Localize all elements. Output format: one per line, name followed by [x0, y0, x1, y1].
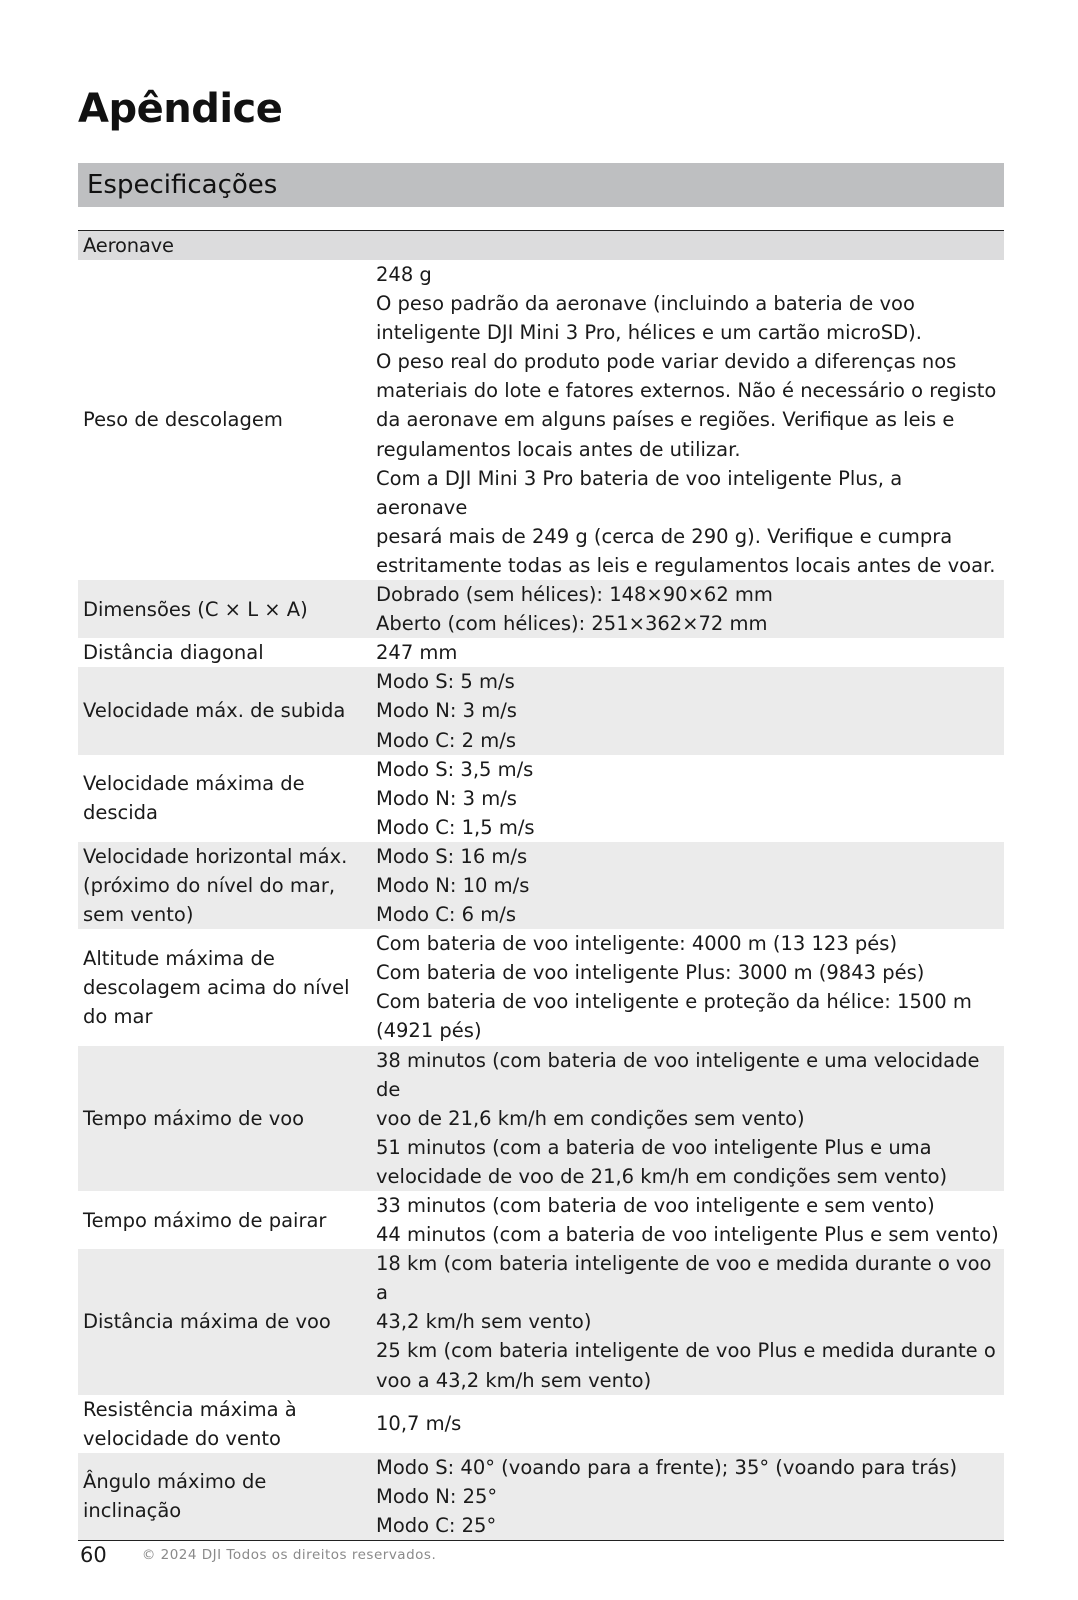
spec-value — [371, 1191, 1004, 1249]
spec-value-line: Modo C: 1,5 m/s — [376, 815, 535, 839]
spec-value-line: Aberto (com hélices): 251×362×72 mm — [376, 612, 768, 636]
spec-value-line: 248 g — [376, 263, 432, 286]
spec-value-line: Com a DJI Mini 3 Pro bateria de voo inteligente Plus, a aeronave — [376, 466, 903, 519]
section-header: Especificações — [78, 163, 1004, 207]
spec-value — [371, 1249, 1004, 1394]
spec-value — [371, 1395, 1004, 1453]
spec-row — [78, 638, 1004, 667]
page-footer — [80, 1543, 436, 1567]
spec-value-line: materiais do lote e fatores externos. Não é necessário o registo — [376, 379, 997, 403]
spec-value-line: 18 km (com bateria inteligente de voo e medida durante o voo a — [376, 1252, 992, 1305]
spec-value-line: da aeronave em alguns países e regiões. Verifique as leis e — [376, 408, 955, 432]
spec-row — [78, 755, 1004, 842]
spec-label: Tempo máximo de pairar — [83, 1208, 327, 1232]
spec-label: Dimensões (C × L × A) — [78, 580, 371, 638]
spec-value-line: Modo N: 10 m/s — [376, 873, 530, 897]
spec-row — [78, 929, 1004, 1045]
spec-row — [78, 1395, 1004, 1453]
group-label: Aeronave — [78, 231, 371, 261]
page-number: 60 — [80, 1543, 107, 1567]
spec-row — [78, 580, 1004, 638]
spec-value-line: Modo C: 2 m/s — [376, 728, 516, 752]
spec-label: Distância diagonal — [83, 641, 264, 665]
spec-value-line: regulamentos locais antes de utilizar. — [376, 437, 741, 461]
spec-value-line: Modo N: 3 m/s — [376, 699, 517, 723]
spec-value-line: O peso padrão da aeronave (incluindo a bateria de voo — [376, 292, 915, 316]
spec-value — [371, 638, 1004, 667]
spec-value-line: 247 mm — [376, 641, 458, 665]
spec-label: Ângulo máximo de inclinação — [78, 1453, 371, 1541]
spec-value — [371, 667, 1004, 754]
copyright-notice: © 2024 DJI Todos os direitos reservados. — [141, 1547, 437, 1563]
spec-row — [78, 1249, 1004, 1394]
spec-value-line: 43,2 km/h sem vento) — [376, 1310, 592, 1334]
spec-value — [371, 929, 1004, 1045]
spec-value-line: Dobrado (sem hélices): 148×90×62 mm — [376, 583, 773, 607]
spec-value-line: voo de 21,6 km/h em condições sem vento) — [376, 1106, 805, 1130]
spec-value-line: Modo C: 6 m/s — [376, 903, 516, 927]
spec-value-line: Modo S: 16 m/s — [376, 844, 528, 868]
spec-value-line: O peso real do produto pode variar devido a diferenças nos — [376, 350, 957, 374]
spec-value-line: Com bateria de voo inteligente Plus: 3000 m (9843 pés) — [376, 961, 925, 985]
spec-value-line: velocidade de voo de 21,6 km/h em condições sem vento) — [376, 1164, 948, 1188]
spec-value-line: 25 km (com bateria inteligente de voo Plus e medida durante o — [376, 1339, 996, 1363]
spec-value — [371, 260, 1004, 580]
spec-value-line: Modo C: 25° — [376, 1514, 497, 1538]
spec-row — [78, 1046, 1004, 1191]
spec-value-line: Com bateria de voo inteligente: 4000 m (13 123 pés) — [376, 932, 898, 956]
spec-value — [371, 1453, 1004, 1541]
spec-label: Velocidade horizontal máx. (próximo do nível do mar, sem vento) — [78, 842, 371, 929]
spec-value-line: estritamente todas as leis e regulamentos locais antes de voar. — [376, 553, 996, 577]
spec-row — [78, 667, 1004, 754]
spec-value — [371, 1046, 1004, 1191]
spec-value-line: Modo S: 40° (voando para a frente); 35° (voando para trás) — [376, 1455, 958, 1479]
spec-label: Tempo máximo de voo — [78, 1046, 371, 1191]
spec-value-line: 10,7 m/s — [376, 1412, 462, 1436]
spec-row — [78, 260, 1004, 580]
spec-label: Distância máxima de voo — [78, 1249, 371, 1394]
spec-label: Peso de descolagem — [83, 408, 283, 432]
spec-row — [78, 842, 1004, 929]
spec-label: Velocidade máxima de descida — [83, 772, 305, 825]
spec-row — [78, 1453, 1004, 1541]
spec-row — [78, 1191, 1004, 1249]
group-header-row — [78, 231, 1004, 261]
spec-value-line: inteligente DJI Mini 3 Pro, hélices e um cartão microSD). — [376, 321, 922, 345]
spec-label: Velocidade máx. de subida — [78, 667, 371, 754]
spec-value-line: 38 minutos (com bateria de voo inteligente e uma velocidade de — [376, 1048, 980, 1101]
spec-value-line: Modo N: 3 m/s — [376, 786, 517, 810]
spec-value-line: Modo S: 5 m/s — [376, 670, 515, 694]
spec-label: Resistência máxima à velocidade do vento — [83, 1397, 297, 1450]
page-title: Apêndice — [78, 86, 283, 132]
spec-label: Altitude máxima de descolagem acima do nível do mar — [83, 946, 350, 1028]
spec-value-line: 51 minutos (com a bateria de voo inteligente Plus e uma — [376, 1135, 932, 1159]
spec-value-line: (4921 pés) — [376, 1019, 482, 1043]
spec-table — [78, 230, 1004, 1541]
spec-value-line: Com bateria de voo inteligente e proteção da hélice: 1500 m — [376, 990, 972, 1014]
spec-value-line: 33 minutos (com bateria de voo inteligente e sem vento) — [376, 1194, 935, 1217]
spec-value-line: 44 minutos (com a bateria de voo inteligente Plus e sem vento) — [376, 1223, 999, 1247]
spec-value-line: voo a 43,2 km/h sem vento) — [376, 1368, 652, 1392]
spec-value — [371, 842, 1004, 929]
spec-value-line: pesará mais de 249 g (cerca de 290 g). Verifique e cumpra — [376, 524, 953, 548]
spec-value-line: Modo S: 3,5 m/s — [376, 757, 534, 781]
spec-value — [371, 580, 1004, 638]
spec-value — [371, 755, 1004, 842]
spec-value-line: Modo N: 25° — [376, 1484, 498, 1508]
group-filler — [371, 231, 1004, 261]
